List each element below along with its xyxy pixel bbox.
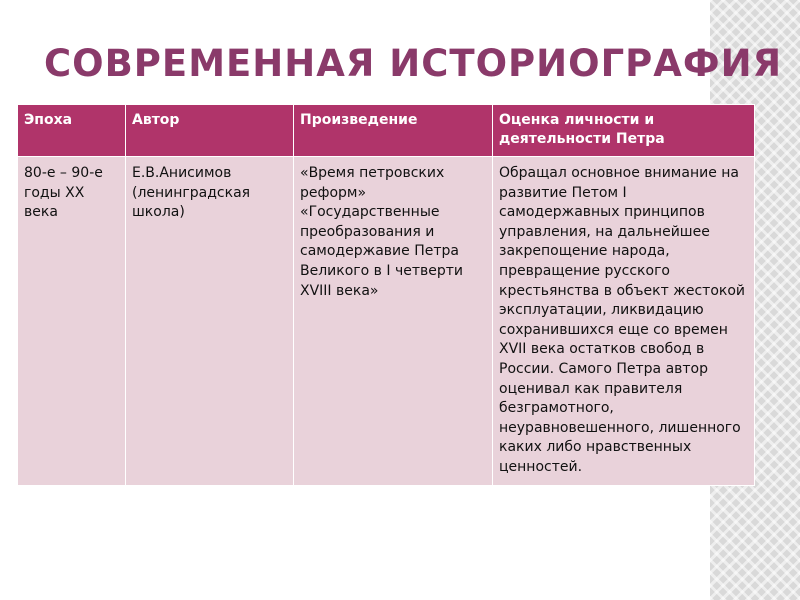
table-row xyxy=(18,157,755,486)
cell-author: Е.В.Анисимов (ленинградская школа) xyxy=(126,157,294,486)
cell-assessment: Обращал основное внимание на развитие Петом I самодержавных принципов управления, на дальнейшее закрепощение народа, превращение русского крестьянства в объект жестокой эксплуатации, ликвидацию сохранившихся еще со времен XVII века остатков свобод в России. Самого Петра автор оценивал как правителя безграмотного, неуравновешенного, лишенного каких либо нравственных ценностей. xyxy=(493,157,755,486)
cell-era: 80-е – 90-е годы XX века xyxy=(18,157,126,486)
slide-title: СОВРЕМЕННАЯ ИСТОРИОГРАФИЯ xyxy=(44,42,783,85)
header-era: Эпоха xyxy=(18,105,126,157)
header-assessment: Оценка личности и деятельности Петра xyxy=(493,105,755,157)
cell-work: «Время петровских реформ» «Государственные преобразования и самодержавие Петра Великого в I четверти XVIII века» xyxy=(294,157,493,486)
historiography-table xyxy=(17,104,755,486)
header-work: Произведение xyxy=(294,105,493,157)
header-author: Автор xyxy=(126,105,294,157)
table-header-row xyxy=(18,105,755,157)
